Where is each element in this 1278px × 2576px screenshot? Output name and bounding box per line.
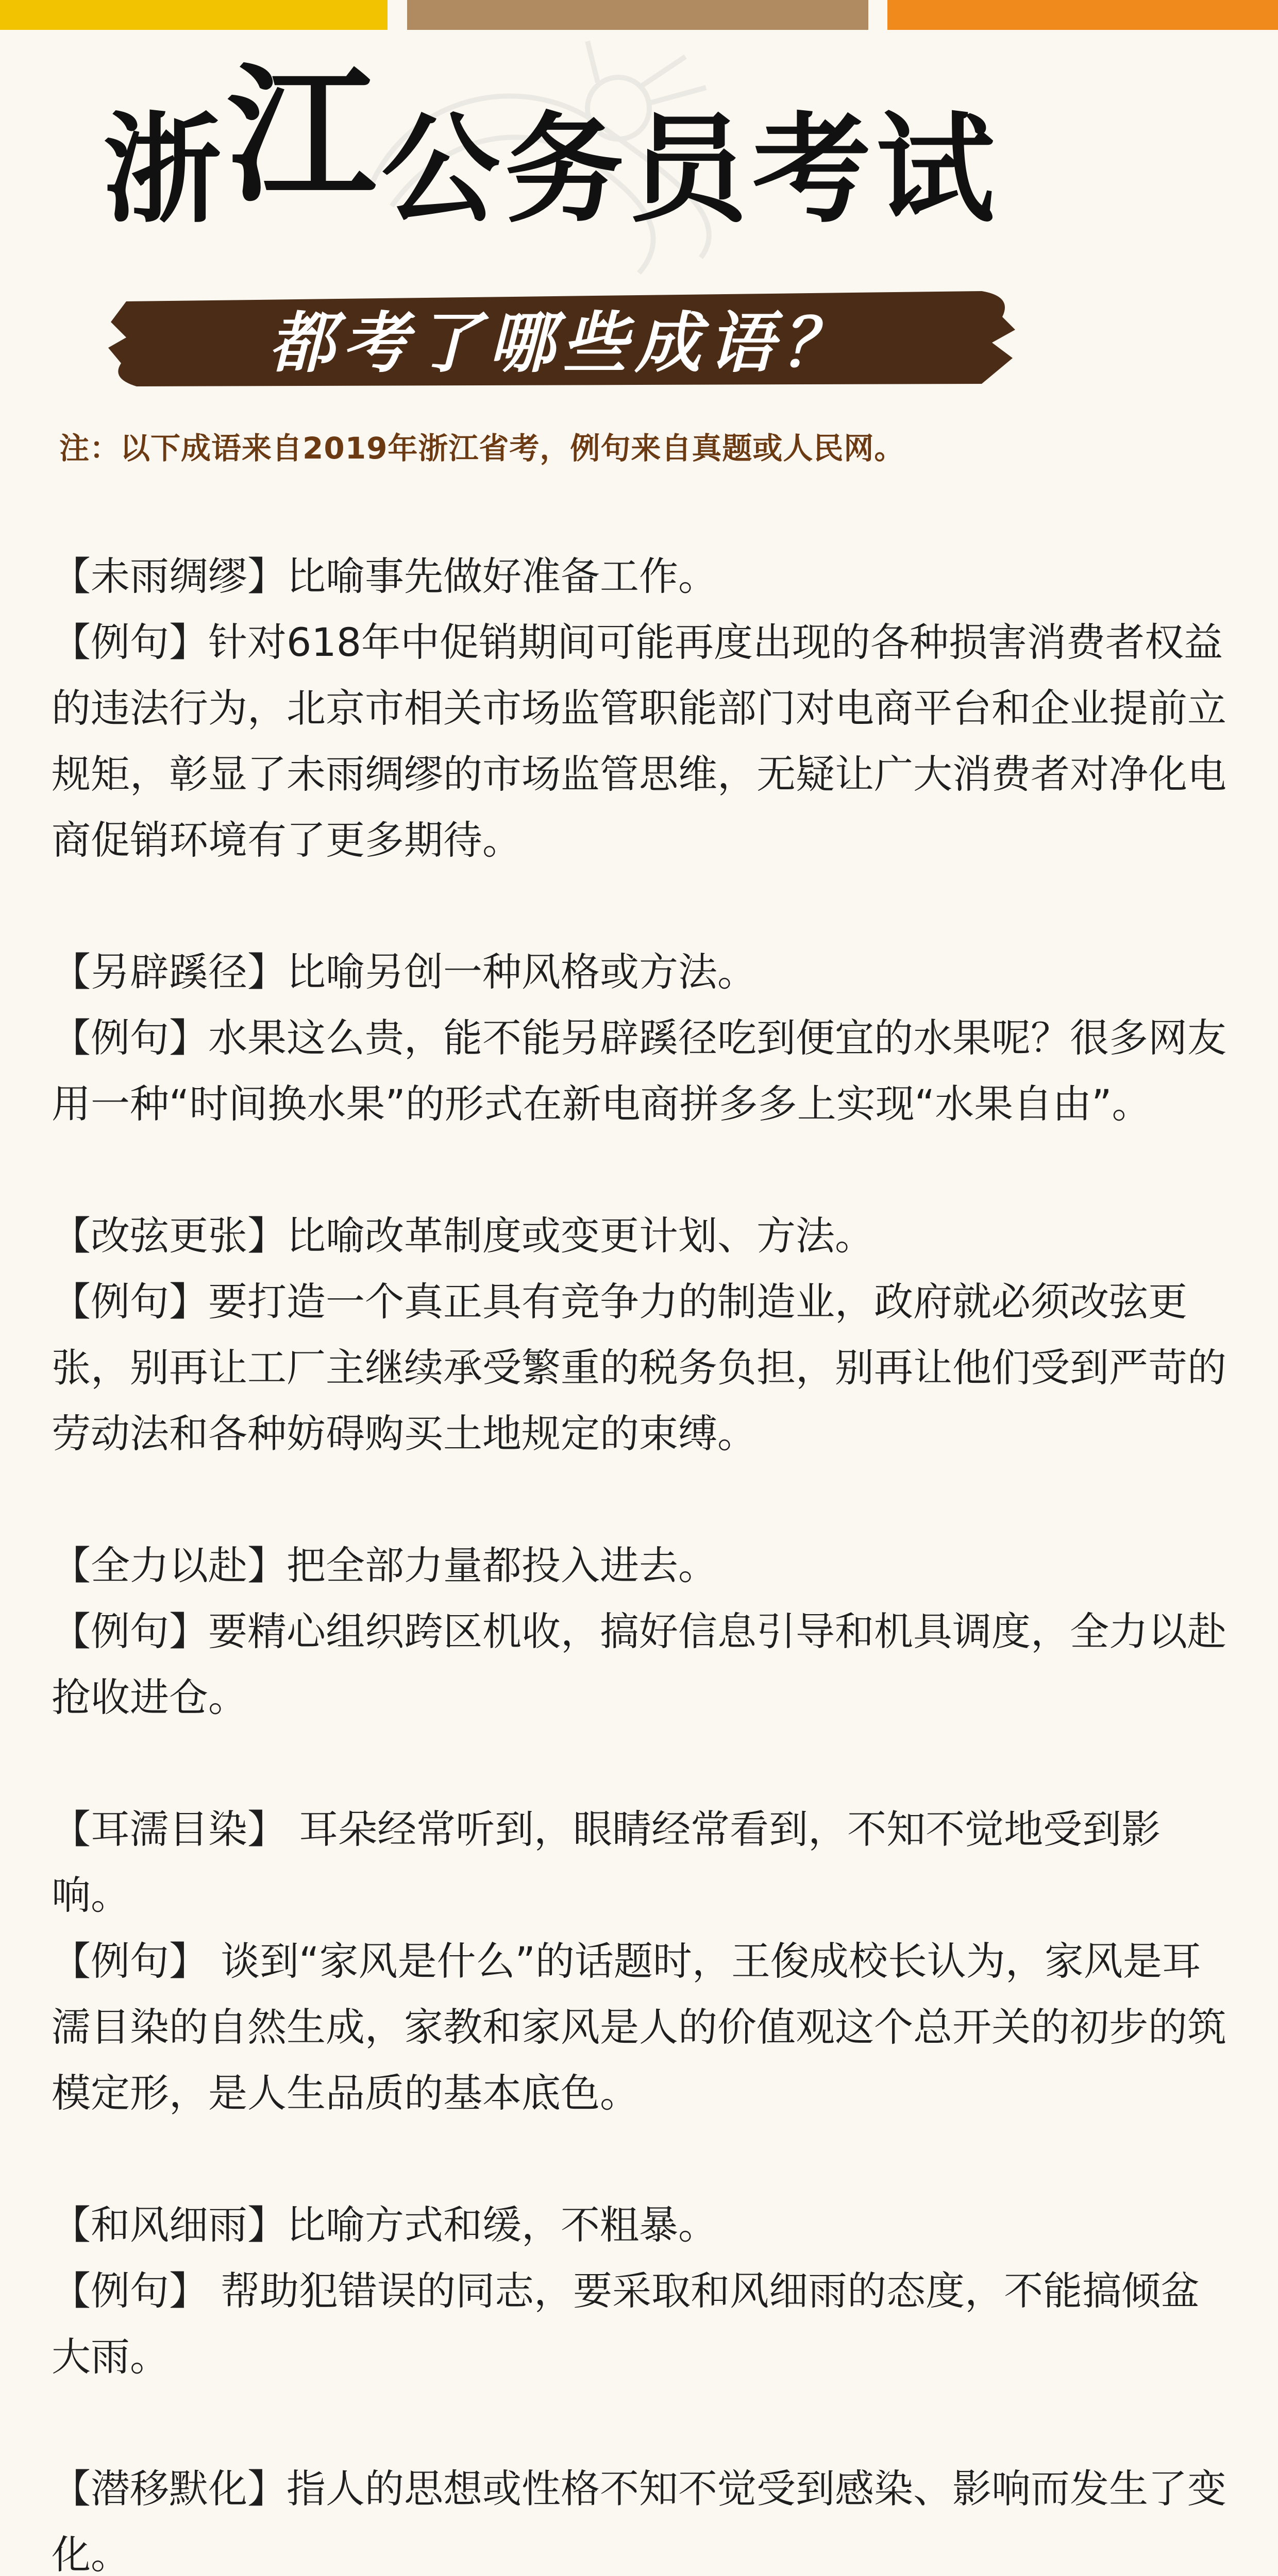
idiom-meaning: 【未雨绸缪】比喻事先做好准备工作。 xyxy=(52,553,717,599)
idiom-list xyxy=(52,544,1226,2576)
idiom-entry xyxy=(52,939,1226,1137)
page-title xyxy=(103,49,1000,253)
title-char-suffix: 公务员考试 xyxy=(381,101,1000,239)
idiom-example: 【例句】 谈到“家风是什么”的话题时，王俊成校长认为，家风是耳濡目染的自然生成，家教和家风是人的价值观这个总开关的初步的筑模定形，是人生品质的基本底色。 xyxy=(52,1938,1226,2116)
idiom-meaning: 【耳濡目染】 耳朵经常听到，眼睛经常看到，不知不觉地受到影响。 xyxy=(52,1806,1161,1918)
idiom-entry xyxy=(52,2192,1226,2390)
idiom-entry xyxy=(52,1203,1226,1467)
idiom-example: 【例句】针对618年中促销期间可能再度出现的各种损害消费者权益的违法行为，北京市相关市场监管职能部门对电商平台和企业提前立规矩，彰显了未雨绸缪的市场监管思维，无疑让广大消费者对净化电商促销环境有了更多期待。 xyxy=(52,619,1226,863)
idiom-meaning: 【改弦更张】比喻改革制度或变更计划、方法。 xyxy=(52,1213,874,1259)
source-note: 注：以下成语来自2019年浙江省考，例句来自真题或人民网。 xyxy=(59,431,905,466)
idiom-entry xyxy=(52,2456,1226,2576)
idiom-example: 【例句】 帮助犯错误的同志，要采取和风细雨的态度，不能搞倾盆大雨。 xyxy=(52,2268,1200,2380)
idiom-example: 【例句】水果这么贵，能不能另辟蹊径吃到便宜的水果呢？很多网友用一种“时间换水果”的形式在新电商拼多多上实现“水果自由”。 xyxy=(52,1015,1226,1127)
subtitle-banner xyxy=(106,281,1018,394)
title-char-emphasis: 江 xyxy=(227,49,382,223)
idiom-entry xyxy=(52,1533,1226,1731)
title-char-prefix: 浙 xyxy=(103,101,227,239)
top-color-bar-orange xyxy=(887,0,1278,30)
idiom-meaning: 【全力以赴】把全部力量都投入进去。 xyxy=(52,1543,717,1588)
banner-subtitle: 都考了哪些成语？ xyxy=(268,304,854,382)
idiom-entry xyxy=(52,1797,1226,2126)
idiom-example: 【例句】要打造一个真正具有竞争力的制造业，政府就必须改弦更张，别再让工厂主继续承受繁重的税务负担，别再让他们受到严苛的劳动法和各种妨碍购买土地规定的束缚。 xyxy=(52,1279,1226,1456)
idiom-meaning: 【另辟蹊径】比喻另创一种风格或方法。 xyxy=(52,949,756,995)
idiom-example: 【例句】要精心组织跨区机收，搞好信息引导和机具调度，全力以赴抢收进仓。 xyxy=(52,1608,1226,1720)
idiom-meaning: 【和风细雨】比喻方式和缓，不粗暴。 xyxy=(52,2202,717,2248)
top-color-bar-brown xyxy=(407,0,868,30)
top-color-bar-yellow xyxy=(0,0,388,30)
idiom-entry xyxy=(52,544,1226,873)
idiom-meaning: 【潜移默化】指人的思想或性格不知不觉受到感染、影响而发生了变化。 xyxy=(52,2466,1226,2576)
